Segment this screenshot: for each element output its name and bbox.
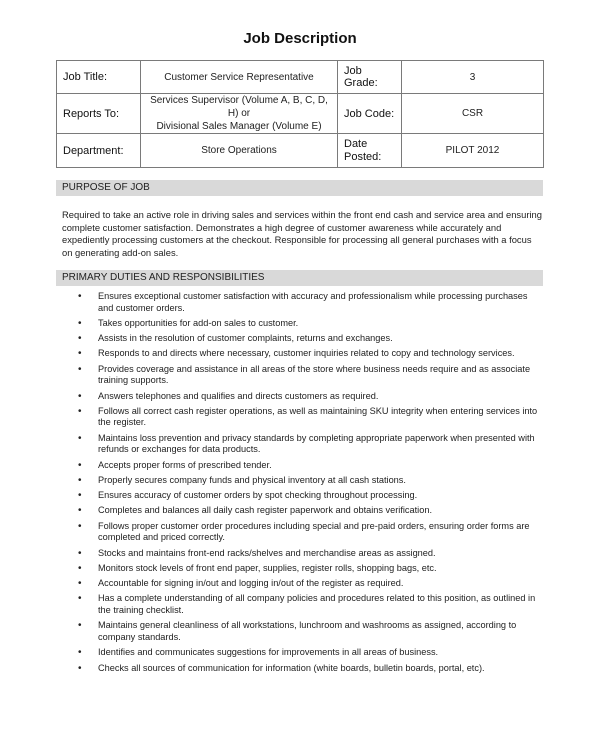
reports-to-label: Reports To: (57, 94, 141, 134)
purpose-text: Required to take an active role in driving sales and services within the front end cash and service area and ensuring complete customer satisfaction. Demonstrates a high degree of customer awareness while accurately and expediently processing customers at the checkout. Responsible for processing all general purchases with a focus on generating add-on sales. (62, 209, 542, 258)
reports-to-value-line2: Divisional Sales Manager (Volume E) (156, 121, 322, 132)
department-label: Department: (57, 134, 141, 168)
job-title-label: Job Title: (57, 61, 141, 94)
duty-item: • Maintains general cleanliness of all workstations, lunchroom and washrooms as assigned, according to company standards. (98, 620, 538, 643)
duty-item: • Assists in the resolution of customer complaints, returns and exchanges. (98, 333, 538, 345)
duties-list (98, 291, 538, 678)
date-posted-label (338, 134, 402, 168)
purpose-heading: PURPOSE OF JOB (56, 180, 543, 196)
duty-item: • Maintains loss prevention and privacy standards by completing appropriate paperwork when presented with refunds or exchanges for data products. (98, 433, 538, 456)
duty-item: • Answers telephones and qualifies and directs customers as required. (98, 391, 538, 403)
duty-item: • Monitors stock levels of front end paper, supplies, register rolls, shopping bags, etc. (98, 563, 538, 575)
job-grade-value: 3 (402, 61, 544, 94)
duty-item: • Properly secures company funds and physical inventory at all cash stations. (98, 475, 538, 487)
department-value: Store Operations (141, 134, 338, 168)
duty-item: • Accountable for signing in/out and logging in/out of the register as required. (98, 578, 538, 590)
duty-item: • Stocks and maintains front-end racks/shelves and merchandise areas as assigned. (98, 548, 538, 560)
info-row-title (57, 61, 544, 94)
duty-item: • Follows all correct cash register operations, as well as maintaining SKU integrity when entering services into the register. (98, 406, 538, 429)
duties-heading: PRIMARY DUTIES AND RESPONSIBILITIES (56, 270, 543, 286)
document-title: Job Description (243, 30, 357, 47)
duty-item: • Identifies and communicates suggestions for improvements in all areas of business. (98, 647, 538, 659)
duty-item: • Has a complete understanding of all company policies and procedures related to this position, as outlined in the training checklist. (98, 593, 538, 616)
reports-to-value-line1: Services Supervisor (Volume A, B, C, D, H) or (150, 95, 328, 119)
info-row-reports (57, 94, 544, 134)
duty-item: • Ensures exceptional customer satisfaction with accuracy and professionalism while processing purchases and customer orders. (98, 291, 538, 314)
job-title-value: Customer Service Representative (141, 61, 338, 94)
job-info-table (56, 60, 544, 168)
date-posted-value: PILOT 2012 (402, 134, 544, 168)
job-code-label: Job Code: (338, 94, 402, 134)
duty-item: • Accepts proper forms of prescribed tender. (98, 460, 538, 472)
duty-item: • Provides coverage and assistance in all areas of the store where business needs require and as associate training supports. (98, 364, 538, 387)
date-posted-label-line2: Posted: (344, 150, 382, 163)
duty-item: • Responds to and directs where necessary, customer inquiries related to copy and technology services. (98, 348, 538, 360)
duty-item: • Ensures accuracy of customer orders by spot checking throughout processing. (98, 490, 538, 502)
job-code-value: CSR (402, 94, 544, 134)
duty-item: • Checks all sources of communication for information (white boards, bulletin boards, portal, etc). (98, 663, 538, 675)
duty-item: • Completes and balances all daily cash register paperwork and obtains verification. (98, 505, 538, 517)
reports-to-value (141, 94, 338, 134)
duty-item: • Takes opportunities for add-on sales to customer. (98, 318, 538, 330)
duty-item: • Follows proper customer order procedures including special and pre-paid orders, ensuring order forms are completed and priced correctly. (98, 521, 538, 544)
date-posted-label-line1: Date (344, 137, 368, 150)
job-grade-label: Job Grade: (338, 61, 402, 94)
info-row-department (57, 134, 544, 168)
